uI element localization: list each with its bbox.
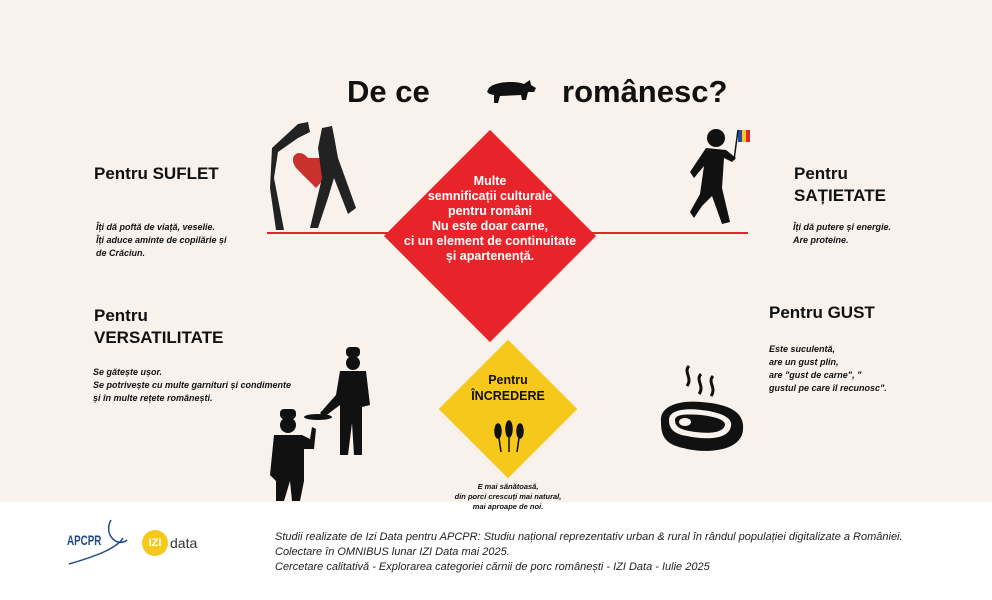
izi-circle: IZI [142, 530, 168, 556]
desc-line: Are proteine. [793, 235, 849, 245]
heading-label: GUST [827, 303, 875, 322]
apcpr-logo [67, 518, 131, 571]
desc-line: are un gust plin, [769, 357, 839, 367]
heading-label: ÎNCREDERE [471, 389, 545, 403]
desc-line: Este suculentă, [769, 344, 836, 354]
title-after: românesc? [562, 74, 728, 109]
incredere-desc [430, 482, 586, 512]
steak-icon [655, 362, 747, 462]
suflet-heading [94, 163, 219, 184]
center-line: Multe [473, 174, 507, 188]
desc-line: Se gătește ușor. [93, 367, 163, 377]
heading-prefix: Pentru [94, 306, 148, 325]
heading-prefix: Pentru [488, 373, 528, 387]
desc-line: Se potrivește cu multe garnituri și condimente [93, 380, 292, 390]
child-with-flag-icon [688, 126, 758, 232]
desc-line: gustul pe care îl recunosc". [769, 383, 887, 393]
incredere-heading [458, 372, 558, 404]
divider-right [585, 232, 748, 234]
center-line: semnificații culturale [427, 189, 553, 203]
heading-label: SAȚIETATE [794, 186, 886, 205]
center-line: ci un element de continuitate [403, 234, 577, 248]
versatilitate-desc [93, 366, 291, 405]
desc-line: Îți dă poftă de viață, veselie. [96, 222, 216, 232]
desc-line: are "gust de carne", " [769, 370, 862, 380]
desc-line: și în multe rețete românești. [93, 393, 213, 403]
satietate-heading [794, 163, 886, 207]
versatilitate-heading [94, 305, 223, 349]
pig-icon [484, 76, 538, 106]
center-text [395, 174, 585, 264]
gust-heading [769, 302, 875, 323]
heading-prefix: Pentru [94, 164, 148, 183]
suflet-desc [96, 221, 227, 260]
footer-line: Studii realizate de Izi Data pentru APCPR: Studiu național reprezentativ urban & rural în rândul populației digitalizate a României. [275, 531, 903, 543]
gust-desc [769, 343, 887, 395]
couple-heart-icon [268, 118, 360, 234]
center-line: și apartenență. [445, 249, 535, 263]
incredere-diamond [439, 340, 578, 479]
desc-line: E mai sănătoasă, [477, 482, 539, 491]
apcpr-text: APCPR [67, 532, 102, 548]
heading-label: SUFLET [152, 164, 219, 183]
center-line: pentru români [447, 204, 533, 218]
footer-line: Cercetare calitativă - Explorarea categoriei cărnii de porc românești - IZI Data - Iulie 2025 [275, 561, 710, 573]
desc-line: de Crăciun. [96, 248, 146, 258]
wheat-icon [493, 419, 525, 453]
desc-line: Îți dă putere și energie. [793, 222, 892, 232]
heading-prefix: Pentru [769, 303, 823, 322]
title-before: De ce [347, 74, 430, 109]
izi-data-logo [142, 530, 197, 556]
desc-line: Îți aduce aminte de copilărie și [96, 235, 227, 245]
izi-data-text: data [170, 535, 198, 551]
satietate-desc [793, 221, 891, 247]
footer-sources [275, 530, 903, 575]
heading-prefix: Pentru [794, 164, 848, 183]
footer-line: Colectare în OMNIBUS lunar IZI Data mai 2025. [275, 546, 510, 558]
desc-line: din porci crescuți mai natural, [454, 492, 562, 501]
center-line: Nu este doar carne, [431, 219, 548, 233]
desc-line: mai aproape de noi. [472, 502, 544, 511]
heading-label: VERSATILITATE [94, 328, 224, 347]
